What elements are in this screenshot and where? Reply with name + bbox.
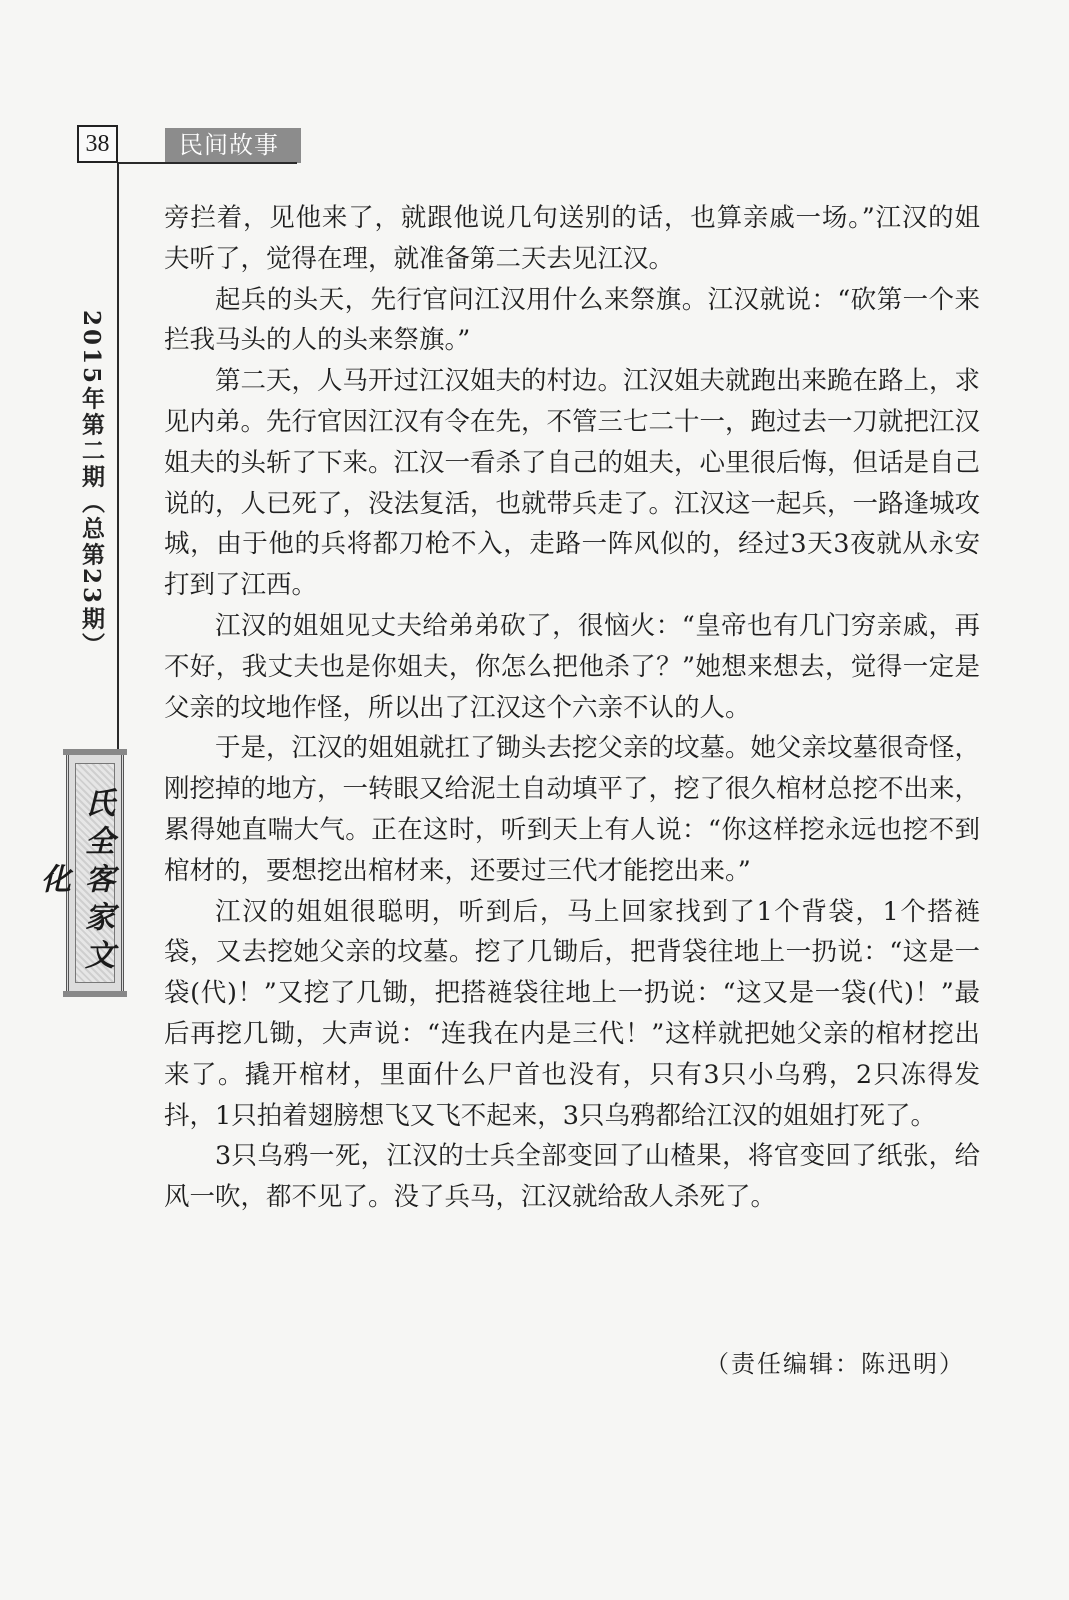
paragraph: 于是，江汉的姐姐就扛了锄头去挖父亲的坟墓。她父亲坟墓很奇怪，刚挖掉的地方，一转眼又给泥土自动填平了，挖了很久棺材总挖不出来，累得她直喘大气。正在这时，听到天上有人说：“你这样挖永远也挖不到棺材的，要想挖出棺材来，还要过三代才能挖出来。” — [164, 733, 981, 886]
logo-scroll-cap-bottom — [63, 991, 127, 997]
paragraph: 江汉的姐姐见丈夫给弟弟砍了，很恼火：“皇帝也有几门穷亲戚，再不好，我丈夫也是你姐夫，你怎么把他杀了？”她想来想去，觉得一定是父亲的坟地作怪，所以出了江汉这个六亲不认的人。 — [164, 610, 980, 723]
journal-logo — [35, 752, 124, 994]
margin-rule — [117, 162, 119, 762]
editor-credit: （责任编辑：陈迅明） — [705, 1350, 965, 1378]
paragraph: 3只乌鸦一死，江汉的士兵全部变回了山楂果，将官变回了纸张，给风一吹，都不见了。没了兵马，江汉就给敌人杀死了。 — [164, 1141, 980, 1213]
issue-label: 2015年第二期（总第23期） — [78, 310, 105, 659]
page-number: 38 — [77, 125, 118, 163]
paragraph: 江汉的姐姐很聪明，听到后，马上回家找到了1个背袋，1个搭裢袋，又去挖她父亲的坟墓。挖了几锄后，把背袋往地上一扔说：“这是一袋(代)！”又挖了几锄，把搭裢袋往地上一扔说：“这又是一袋(代)！”最后再挖几锄，大声说：“连我在内是三代！”这样就把她父亲的棺材挖出来了。撬开棺材，里面什么尸首也没有，只有3只小乌鸦，2只冻得发抖，1只拍着翅膀想飞又飞不起来，3只乌鸦都给江汉的姐姐打死了。 — [164, 896, 980, 1131]
logo-scroll-cap-top — [63, 749, 127, 755]
section-title: 民间故事 — [165, 128, 301, 163]
paragraph: 旁拦着，见他来了，就跟他说几句送别的话，也算亲戚一场。”江汉的姐夫听了，觉得在理，就准备第二天去见江汉。 — [164, 203, 980, 274]
paragraph: 第二天，人马开过江汉姐夫的村边。江汉姐夫就跑出来跪在路上，求见内弟。先行官因江汉有令在先，不管三七二十一，跑过去一刀就把江汉姐夫的头斩了下来。江汉一看杀了自己的姐夫，心里很后悔，但话是自己说的，人已死了，没法复活，也就带兵走了。江汉这一起兵，一路逢城攻城，由于他的兵将都刀枪不入，走路一阵风似的，经过3天3夜就从永安打到了江西。 — [164, 366, 981, 601]
article-body — [164, 198, 980, 1218]
logo-calligraphy: 氏全客家文化 — [35, 787, 114, 977]
paragraph: 起兵的头天，先行官问江汉用什么来祭旗。江汉就说：“砍第一个来拦我马头的人的头来祭旗。” — [164, 284, 980, 356]
header-rule — [117, 162, 297, 164]
